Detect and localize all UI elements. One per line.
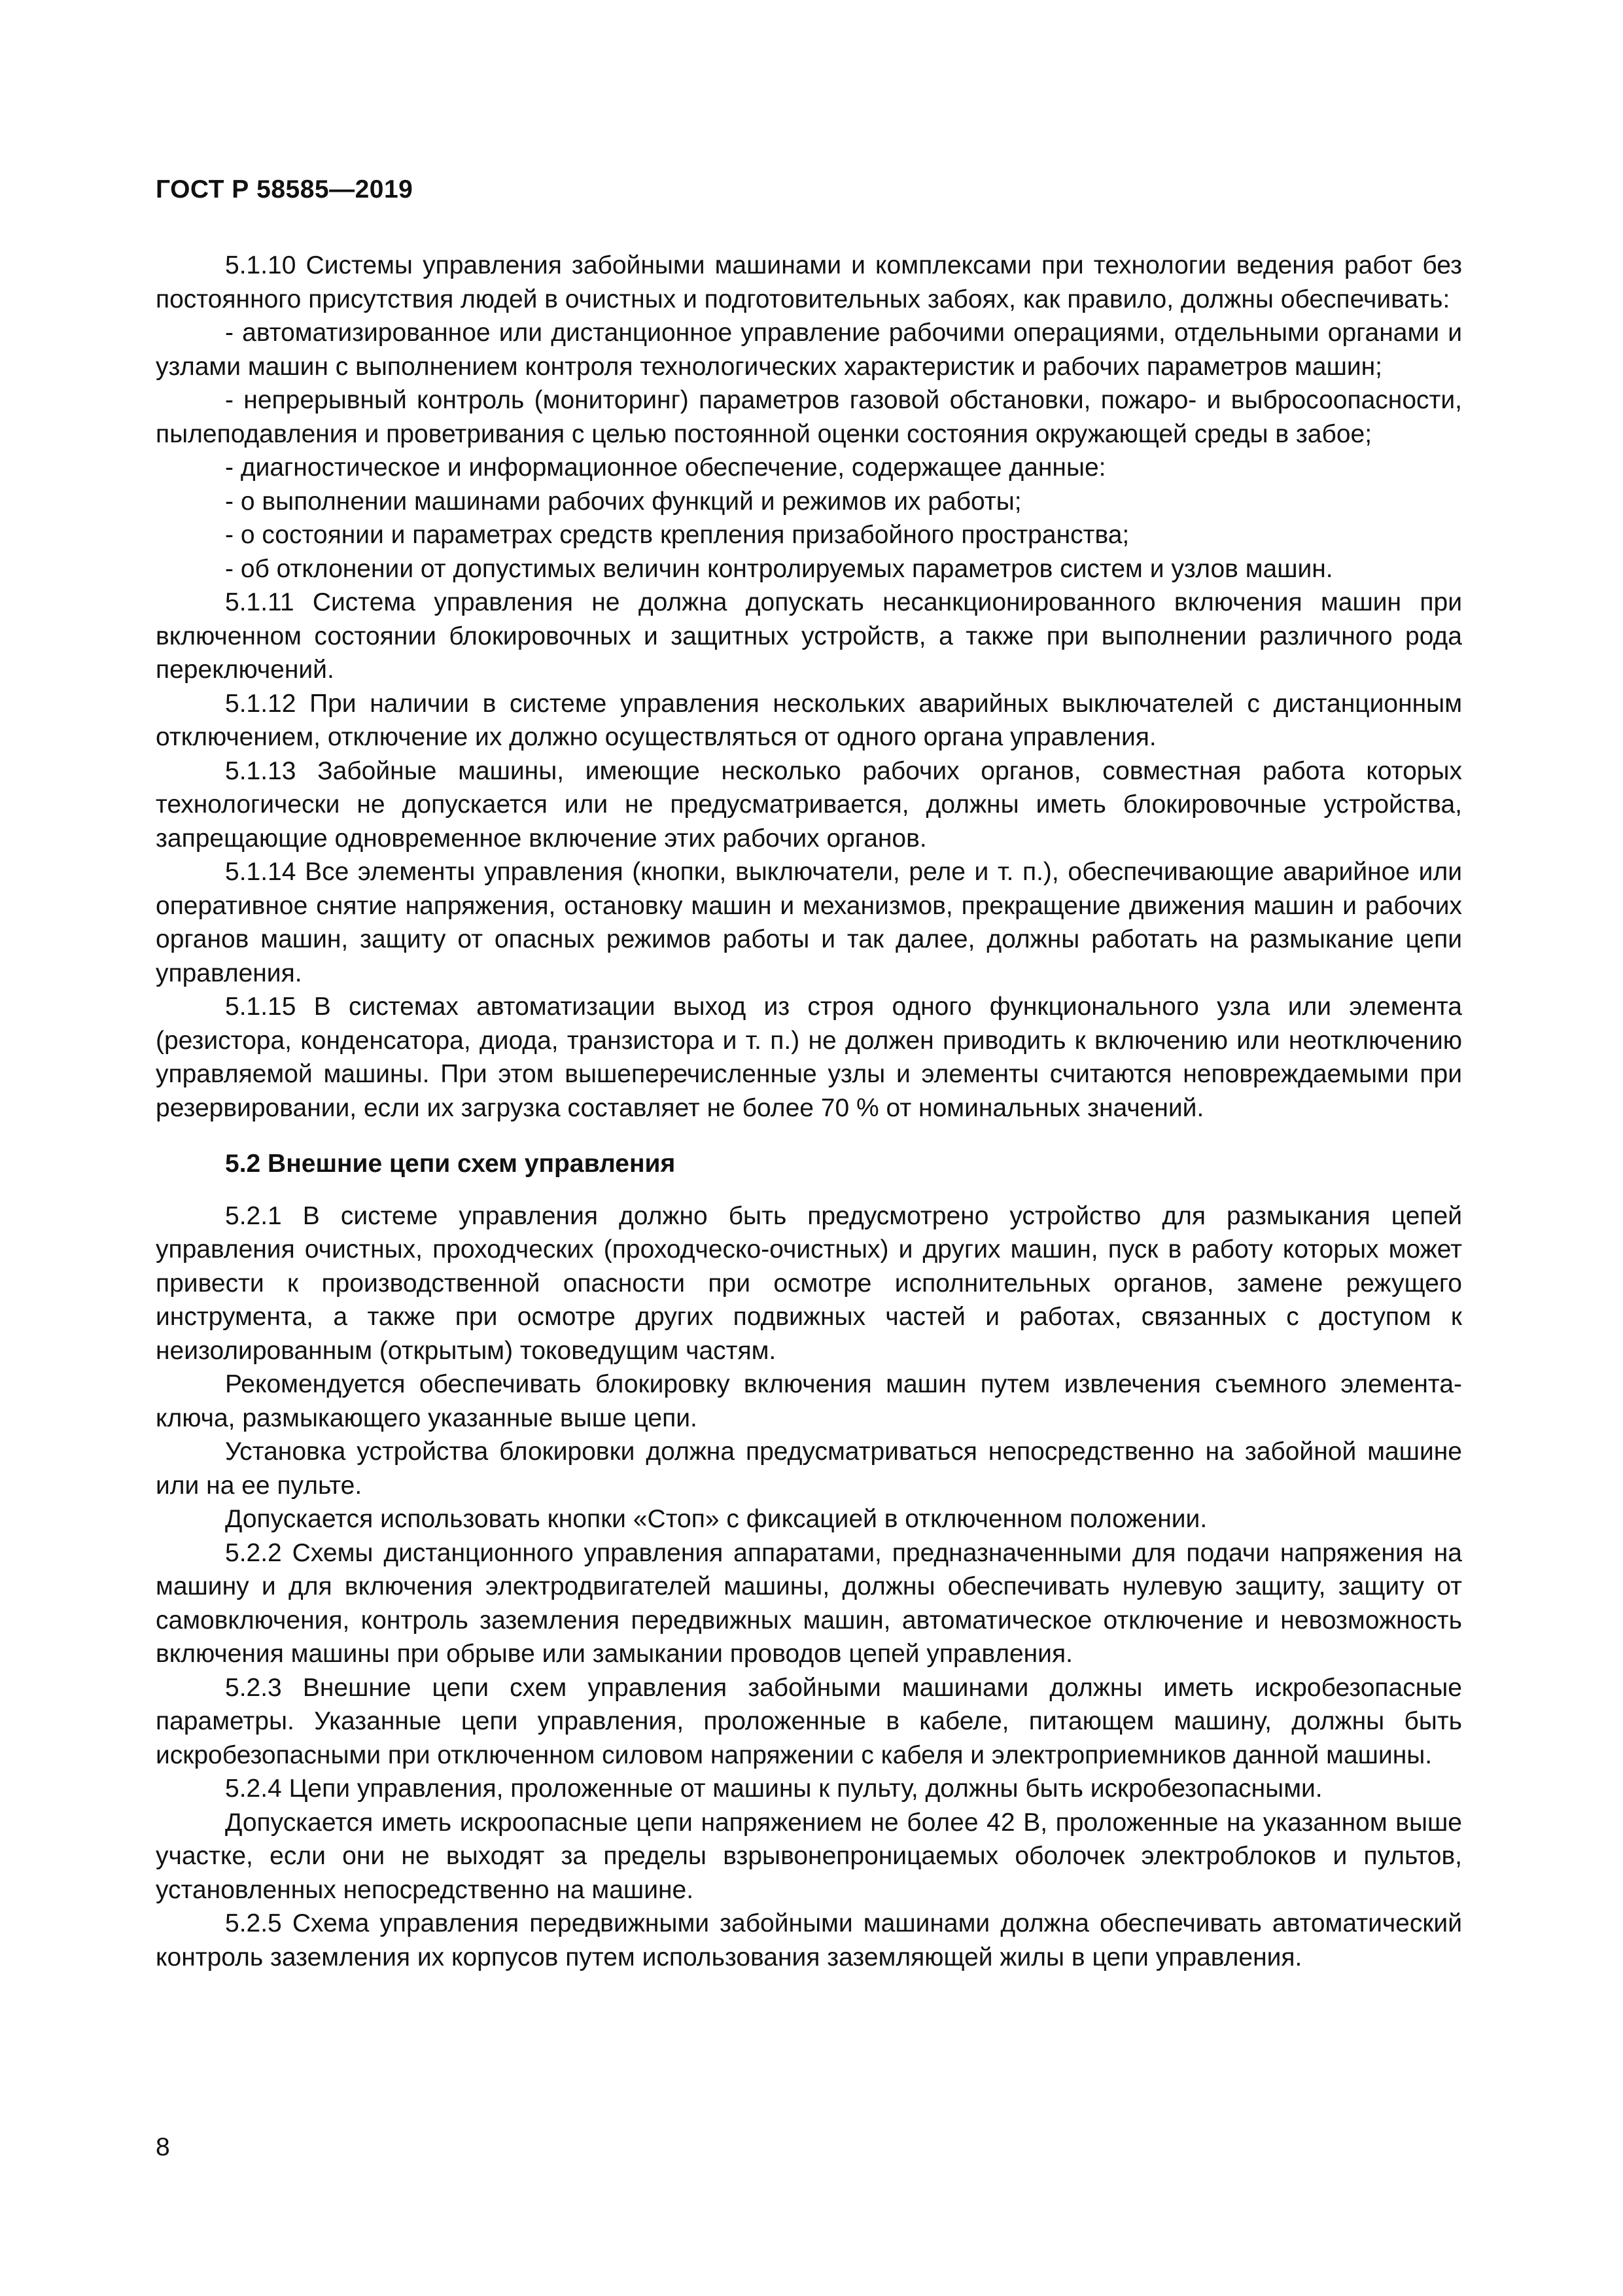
clause-5-2-4: 5.2.4 Цепи управления, проложенные от машины к пульту, должны быть искробезопасными. xyxy=(225,1775,1323,1803)
paragraph-installation: Установка устройства блокировки должна предусматриваться непосредственно на забойной машине или на ее пульте. xyxy=(156,1438,1462,1500)
list-item: - о выполнении машинами рабочих функций и режимов их работы; xyxy=(225,487,1022,516)
paragraph-stop-buttons: Допускается использовать кнопки «Стоп» с фиксацией в отключенном положении. xyxy=(225,1505,1208,1533)
list-item: - об отклонении от допустимых величин контролируемых параметров систем и узлов машин. xyxy=(225,554,1333,583)
list-item: - автоматизированное или дистанционное управление рабочими операциями, отдельными органами и узлами машин с выполнением контроля технологических характеристик и рабочих параметров машин; xyxy=(156,319,1462,381)
paragraph-42v-circuits: Допускается иметь искроопасные цепи напряжением не более 42 В, проложенные на указанном выше участке, если они не выходят за пределы взрывонепроницаемых оболочек электроблоков и пультов, установленных непосредственно на машине. xyxy=(156,1808,1462,1904)
clause-5-2-3: 5.2.3 Внешние цепи схем управления забойными машинами должны иметь искробезопасные параметры. Указанные цепи управления, проложенные в кабеле, питающем машину, должны быть искробезопасными при отключенном силовом напряжении с кабеля и электроприемников данной машины. xyxy=(156,1673,1462,1769)
clause-5-1-12: 5.1.12 При наличии в системе управления нескольких аварийных выключателей с дистанционным отключением, отключение их должно осуществляться от одного органа управления. xyxy=(156,689,1462,751)
clause-5-2-1: 5.2.1 В системе управления должно быть предусмотрено устройство для размыкания цепей управления очистных, проходческих (проходческо-очистных) и других машин, пуск в работу которых может привести к производственной опасности при осмотре исполнительных органов, замене режущего инструмента, а также при осмотре других подвижных частей и работах, связанных с доступом к неизолированным (открытым) токоведущим частям. xyxy=(156,1201,1462,1365)
page-number: 8 xyxy=(156,2133,170,2161)
list-item: - диагностическое и информационное обеспечение, содержащее данные: xyxy=(225,453,1106,482)
list-item: - непрерывный контроль (мониторинг) параметров газовой обстановки, пожаро- и выбросоопасности, пылеподавления и проветривания с целью постоянной оценки состояния окружающей среды в забое; xyxy=(156,386,1462,448)
section-heading-5-2: 5.2 Внешние цепи схем управления xyxy=(225,1150,676,1178)
clause-5-1-10: 5.1.10 Системы управления забойными машинами и комплексами при технологии ведения работ без постоянного присутствия людей в очистных и подготовительных забоях, как правило, должны обеспечивать: xyxy=(156,251,1462,313)
clause-5-1-13: 5.1.13 Забойные машины, имеющие несколько рабочих органов, совместная работа которых технологически не допускается или не предусматривается, должны иметь блокировочные устройства, запрещающие одновременное включение этих рабочих органов. xyxy=(156,756,1462,853)
document-code-header: ГОСТ Р 58585—2019 xyxy=(156,175,413,203)
clause-5-1-14: 5.1.14 Все элементы управления (кнопки, выключатели, реле и т. п.), обеспечивающие аварийное или оперативное снятие напряжения, остановку машин и механизмов, прекращение движения машин и рабочих органов машин, защиту от опасных режимов работы и так далее, должны работать на размыкание цепи управления. xyxy=(156,858,1462,987)
clause-5-2-2: 5.2.2 Схемы дистанционного управления аппаратами, предназначенными для подачи напряжения на машину и для включения электродвигателей машины, должны обеспечивать нулевую защиту, защиту от самовключения, контроль заземления передвижных машин, автоматическое отключение и невозможность включения машины при обрыве или замыкании проводов цепей управления. xyxy=(156,1538,1462,1668)
paragraph-recommendation: Рекомендуется обеспечивать блокировку включения машин путем извлечения съемного элемента-ключа, размыкающего указанные выше цепи. xyxy=(156,1370,1462,1432)
clause-5-1-15: 5.1.15 В системах автоматизации выход из строя одного функционального узла или элемента (резистора, конденсатора, диода, транзистора и т. п.) не должен приводить к включению или неотключению управляемой машины. При этом вышеперечисленные узлы и элементы считаются неповреждаемыми при резервировании, если их загрузка составляет не более 70 % от номинальных значений. xyxy=(156,993,1462,1122)
clause-5-1-11: 5.1.11 Система управления не должна допускать несанкционированного включения машин при включенном состоянии блокировочных и защитных устройств, а также при выполнении различного рода переключений. xyxy=(156,588,1462,684)
clause-5-2-5: 5.2.5 Схема управления передвижными забойными машинами должна обеспечивать автоматический контроль заземления их корпусов путем использования заземляющей жилы в цепи управления. xyxy=(156,1909,1462,1971)
list-item: - о состоянии и параметрах средств крепления призабойного пространства; xyxy=(225,521,1130,549)
document-body xyxy=(156,249,1462,1974)
